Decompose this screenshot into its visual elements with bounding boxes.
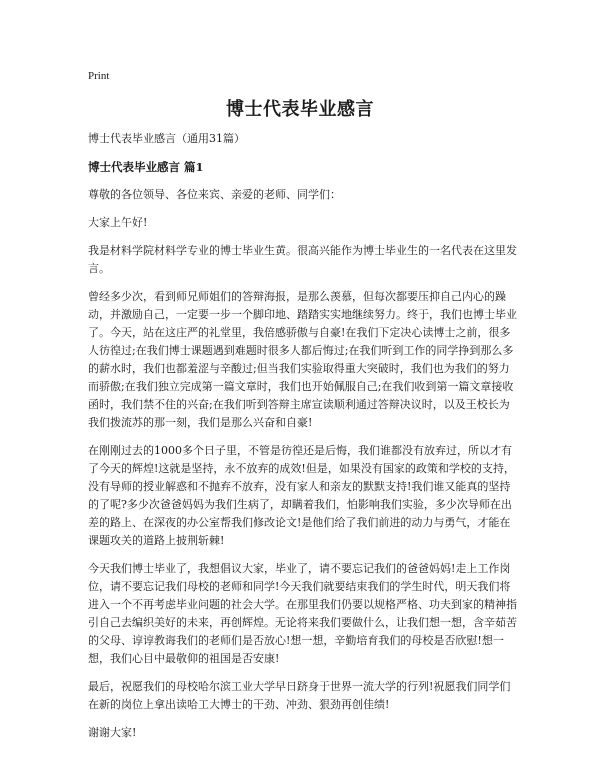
document-subtitle: 博士代表毕业感言（通用31篇）	[88, 132, 245, 145]
print-link[interactable]: Print	[88, 70, 110, 82]
paragraph-greeting: 大家上午好!	[88, 216, 148, 229]
section-heading: 博士代表毕业感言 篇1	[88, 160, 204, 174]
page-title: 博士代表毕业感言	[226, 99, 374, 120]
paragraph-thanks: 谢谢大家!	[88, 726, 137, 739]
document-body	[88, 130, 518, 752]
paragraph-introduction: 我是材料学院材料学专业的博士毕业生黄。很高兴能作为博士毕业生的一名代表在这里发言。	[88, 244, 517, 275]
paragraph-appeal: 今天我们博士毕业了，我想倡议大家，毕业了，请不要忘记我们的爸爸妈妈!走上工作岗位，请不要忘记我们母校的老师和同学!今天我们就要结束我们的学生时代，明天我们将进入一个不再考虑毕业问题的社会大学。在那里我们仍要以规格严格、功夫到家的精神指引自己去编织美好的未来，再创辉煌。无论将来我们要做什么，让我们想一想，含辛茹苦的父母、谆谆教诲我们的老师们是否放心!想一想，辛勤培育我们的母校是否欣慰!想一想，我们心目中最敬仰的祖国是否安康!	[88, 562, 517, 665]
paragraph-wishes: 最后，祝愿我们的母校哈尔滨工业大学早日跻身于世界一流大学的行列!祝愿我们同学们在新的岗位上拿出读哈工大博士的干劲、冲劲、狠劲再创佳绩!	[88, 680, 511, 711]
paragraph-salutation: 尊敬的各位领导、各位来宾、亲爱的老师、同学们：	[88, 188, 341, 201]
paragraph-reflection: 曾经多少次，看到师兄师姐们的答辩海报，是那么羡慕，但每次都要压抑自己内心的躁动，并激励自己，一定要一步一个脚印地、踏踏实实地继续努力。终于，我们也博士毕业了。今天，站在这庄严的礼堂里，我倍感骄傲与自豪!在我们下定决心读博士之前，很多人彷徨过;在我们博士课题遇到难题时很多人都后悔过;在我们听到工作的同学挣到那么多的薪水时，我们也都羞涩与辛酸过;但当我们实验取得重大突破时，我们也为我们的努力而骄傲;在我们独立完成第一篇文章时，我们也开始佩服自己;在我们收到第一篇文章接收函时，我们禁不住的兴奋;在我们听到答辩主席宣读顺利通过答辩决议时，以及王校长为我们拨流苏的那一刻，我们是那么兴奋和自豪!	[88, 290, 517, 429]
paragraph-perseverance: 在刚刚过去的1000多个日子里，不管是彷徨还是后悔，我们谁都没有放弃过，所以才有了今天的辉煌!这就是坚持，永不放弃的成效!但是，如果没有国家的政策和学校的支持，没有导师的授业解惑和不抛弃不放弃，没有家人和亲友的默默支持!我们谁又能真的坚持的了呢?多少次爸爸妈妈为我们生病了，却瞒着我们，怕影响我们实验，多少次导师在出差的路上、在深夜的办公室帮我们修改论文!是他们给了我们前进的动力与勇气，才能在课题攻关的道路上披荆斩棘!	[88, 444, 515, 547]
